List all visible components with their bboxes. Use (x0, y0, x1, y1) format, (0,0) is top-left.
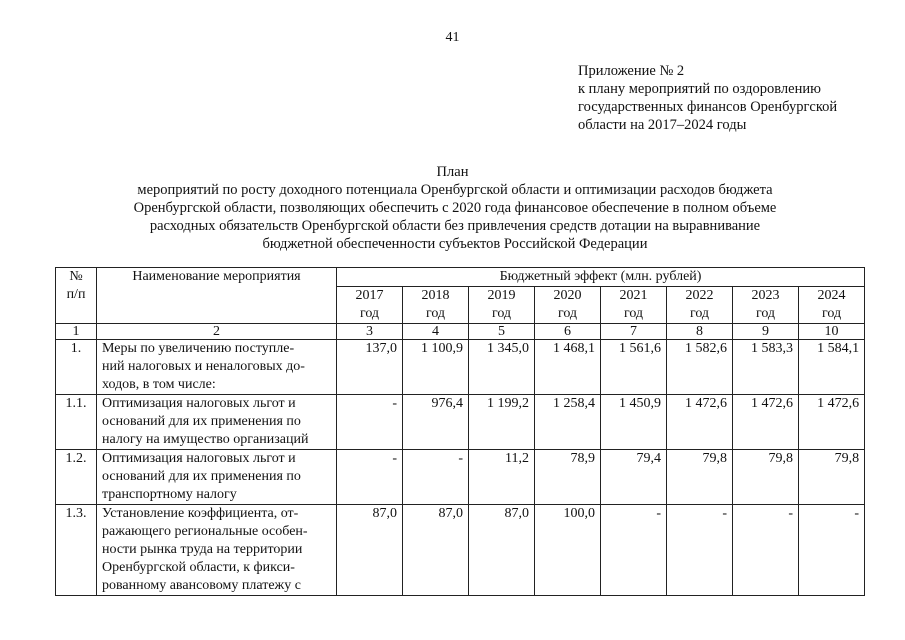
row-number: 1.2. (56, 450, 97, 505)
effect-value: 100,0 (535, 505, 601, 596)
header-year-2023 (733, 287, 799, 324)
column-number: 8 (667, 324, 733, 340)
year-label: 2017 (355, 288, 384, 303)
year-unit-label: год (425, 306, 446, 321)
effect-value: 1 258,4 (535, 395, 601, 450)
effect-value: 11,2 (469, 450, 535, 505)
column-numbers-row (56, 324, 865, 340)
appendix-line-3: государственных финансов Оренбургской (578, 99, 838, 115)
plan-subtitle-line-1: мероприятий по росту доходного потенциала Оренбургской области и оптимизации расходов бюджета (137, 182, 773, 198)
plan-subtitle-line-2: Оренбургской области, позволяющих обеспечить с 2020 года финансовое обеспечение в полном объеме (133, 200, 777, 216)
year-label: 2020 (553, 288, 582, 303)
measure-name-line: Оренбургской области, к фикси- (102, 560, 295, 575)
effect-value: 1 345,0 (469, 340, 535, 395)
effect-value: 87,0 (469, 505, 535, 596)
header-num-line-2: п/п (66, 287, 86, 302)
measure-name-line: Установление коэффициента, от- (102, 506, 299, 521)
table-row (56, 505, 865, 596)
effect-value: 1 100,9 (403, 340, 469, 395)
row-number: 1.1. (56, 395, 97, 450)
year-unit-label: год (689, 306, 710, 321)
measure-name-line: ражающего региональные особен- (102, 524, 308, 539)
appendix-line-1: Приложение № 2 (578, 63, 685, 79)
column-number: 2 (97, 324, 337, 340)
year-unit-label: год (491, 306, 512, 321)
year-unit-label: год (755, 306, 776, 321)
effect-value: 79,4 (601, 450, 667, 505)
measure-name-line: налогу на имущество организаций (102, 432, 309, 447)
column-number: 1 (56, 324, 97, 340)
measure-name (97, 450, 337, 505)
header-num (56, 268, 97, 324)
year-label: 2018 (421, 288, 450, 303)
effect-value: 1 472,6 (667, 395, 733, 450)
effect-value: 137,0 (337, 340, 403, 395)
effect-value: 79,8 (667, 450, 733, 505)
year-label: 2024 (817, 288, 846, 303)
effect-value: 79,8 (799, 450, 865, 505)
measure-name-line: ний налоговых и неналоговых до- (102, 359, 305, 374)
header-year-2020 (535, 287, 601, 324)
header-year-2017 (337, 287, 403, 324)
effect-value: 976,4 (403, 395, 469, 450)
effect-value: - (403, 450, 469, 505)
page-number: 41 (445, 30, 460, 45)
effect-value: 1 450,9 (601, 395, 667, 450)
header-year-2024 (799, 287, 865, 324)
measure-name-line: ности рынка труда на территории (102, 542, 303, 557)
effect-value: 87,0 (337, 505, 403, 596)
effect-value: 1 561,6 (601, 340, 667, 395)
table-row (56, 340, 865, 395)
row-number: 1. (56, 340, 97, 395)
measure-name-line: Оптимизация налоговых льгот и (102, 451, 296, 466)
column-number: 10 (799, 324, 865, 340)
effect-value: - (799, 505, 865, 596)
year-label: 2019 (487, 288, 516, 303)
header-row-1 (56, 268, 865, 287)
column-number: 7 (601, 324, 667, 340)
effect-value: - (667, 505, 733, 596)
header-budget-effect: Бюджетный эффект (млн. рублей) (337, 268, 865, 287)
header-year-2021 (601, 287, 667, 324)
measure-name-line: Меры по увеличению поступле- (102, 341, 295, 356)
header-name: Наименование мероприятия (97, 268, 337, 324)
year-unit-label: год (623, 306, 644, 321)
header-num-line-1: № (69, 269, 83, 284)
effect-value: 1 584,1 (799, 340, 865, 395)
column-number: 4 (403, 324, 469, 340)
measure-name-line: рованному авансовому платежу с (102, 578, 301, 593)
year-label: 2021 (619, 288, 648, 303)
column-number: 6 (535, 324, 601, 340)
year-unit-label: год (557, 306, 578, 321)
effect-value: - (337, 450, 403, 505)
header-year-2019 (469, 287, 535, 324)
year-unit-label: год (359, 306, 380, 321)
measure-name (97, 395, 337, 450)
header-year-2018 (403, 287, 469, 324)
row-number: 1.3. (56, 505, 97, 596)
appendix-line-4: области на 2017–2024 годы (578, 117, 747, 133)
header-year-2022 (667, 287, 733, 324)
measure-name (97, 505, 337, 596)
column-number: 5 (469, 324, 535, 340)
column-number: 3 (337, 324, 403, 340)
measure-name-line: Оптимизация налоговых льгот и (102, 396, 296, 411)
effect-value: 1 472,6 (799, 395, 865, 450)
effect-value: 1 199,2 (469, 395, 535, 450)
measure-name (97, 340, 337, 395)
column-number: 9 (733, 324, 799, 340)
effect-value: 1 468,1 (535, 340, 601, 395)
effect-value: 1 582,6 (667, 340, 733, 395)
effect-value: 87,0 (403, 505, 469, 596)
measure-name-line: транспортному налогу (102, 487, 237, 502)
effect-value: - (337, 395, 403, 450)
effect-value: 1 472,6 (733, 395, 799, 450)
measure-name-line: ходов, в том числе: (102, 377, 216, 392)
year-label: 2022 (685, 288, 714, 303)
budget-effect-table (55, 267, 865, 596)
plan-title: План (436, 164, 469, 180)
table-row (56, 450, 865, 505)
effect-value: 79,8 (733, 450, 799, 505)
effect-value: 78,9 (535, 450, 601, 505)
measure-name-line: оснований для их применения по (102, 469, 301, 484)
plan-subtitle-line-4: бюджетной обеспеченности субъектов Российской Федерации (262, 236, 648, 252)
plan-subtitle (60, 181, 850, 253)
effect-value: - (601, 505, 667, 596)
plan-subtitle-line-3: расходных обязательств Оренбургской области без привлечения средств дотации на выравнивание (149, 218, 761, 234)
appendix-line-2: к плану мероприятий по оздоровлению (578, 81, 821, 97)
table-row (56, 395, 865, 450)
effect-value: - (733, 505, 799, 596)
effect-value: 1 583,3 (733, 340, 799, 395)
appendix-block (578, 62, 837, 134)
measure-name-line: оснований для их применения по (102, 414, 301, 429)
year-label: 2023 (751, 288, 780, 303)
year-unit-label: год (821, 306, 842, 321)
